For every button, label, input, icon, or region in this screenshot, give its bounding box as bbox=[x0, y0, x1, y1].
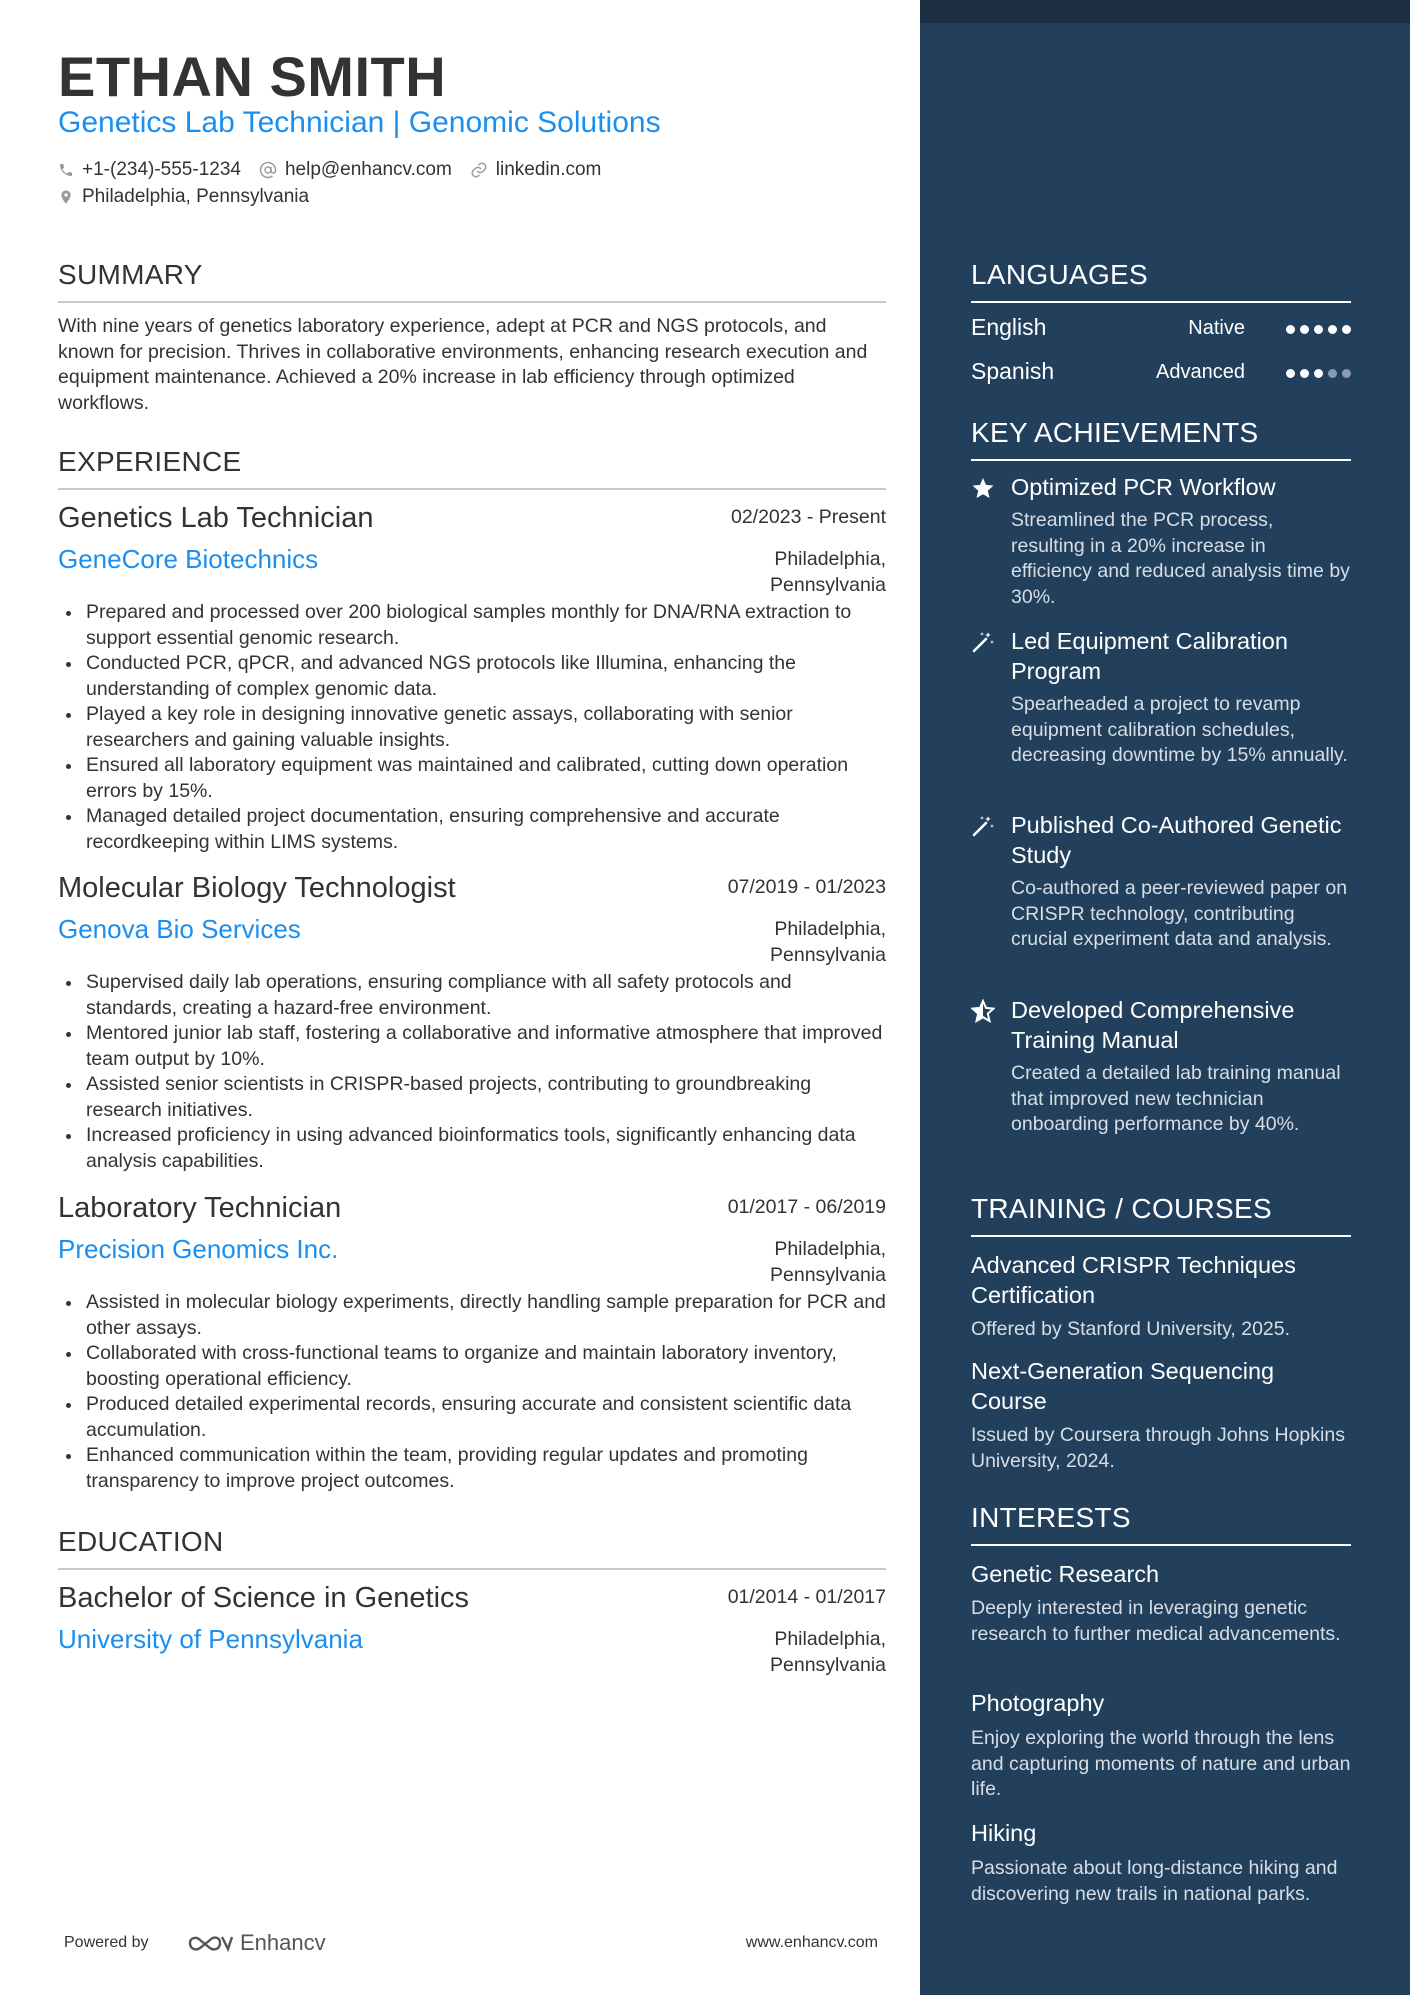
achievement-desc: Streamlined the PCR process, resulting in a 20% increase in efficiency and reduced analysis time by 30%. bbox=[1011, 509, 1350, 608]
interest-desc: Enjoy exploring the world through the lens and capturing moments of nature and urban life. bbox=[971, 1727, 1351, 1800]
phone-icon bbox=[58, 162, 74, 178]
languages-heading: LANGUAGES bbox=[971, 259, 1351, 303]
degree-title: Bachelor of Science in Genetics bbox=[58, 1582, 470, 1614]
job-company[interactable]: Precision Genomics Inc. bbox=[58, 1234, 339, 1264]
job-bullet: Managed detailed project documentation, ensuring comprehensive and accurate recordkeeping within LIMS systems. bbox=[58, 804, 886, 855]
footer-url[interactable]: www.enhancv.com bbox=[745, 1934, 878, 1951]
language-rating bbox=[1281, 325, 1351, 334]
contact-email[interactable] bbox=[259, 159, 452, 181]
sidebar-top-bar bbox=[920, 0, 1410, 23]
achievement-desc: Co-authored a peer-reviewed paper on CRISPR technology, contributing crucial experiment data and analysis. bbox=[1011, 877, 1348, 950]
achievement-desc: Created a detailed lab training manual that improved new technician onboarding performance by 40%. bbox=[1011, 1062, 1341, 1135]
job-title: Molecular Biology Technologist bbox=[58, 872, 456, 904]
rating-dot-filled bbox=[1286, 325, 1295, 334]
school-name[interactable]: University of Pennsylvania bbox=[58, 1624, 363, 1654]
job-company[interactable]: GeneCore Biotechnics bbox=[58, 544, 319, 574]
job-bullet: Collaborated with cross-functional teams to organize and maintain laboratory inventory, boosting operational efficiency. bbox=[58, 1341, 886, 1392]
job-bullet: Increased proficiency in using advanced bioinformatics tools, significantly enhancing data analysis capabilities. bbox=[58, 1123, 886, 1174]
half-star-icon bbox=[971, 999, 995, 1023]
phone-text: +1-(234)-555-1234 bbox=[82, 159, 241, 180]
job-bullet: Enhanced communication within the team, providing regular updates and promoting transparency to improve project outcomes. bbox=[58, 1443, 886, 1494]
course-title: Advanced CRISPR Techniques Certification bbox=[971, 1252, 1296, 1308]
education-date: 01/2014 - 01/2017 bbox=[727, 1586, 886, 1608]
language-level: Native bbox=[1188, 317, 1245, 339]
job-date: 07/2019 - 01/2023 bbox=[727, 876, 886, 898]
job-bullet: Mentored junior lab staff, fostering a collaborative and informative atmosphere that improved team output by 10%. bbox=[58, 1021, 886, 1072]
rating-dot-filled bbox=[1328, 325, 1337, 334]
job-bullet: Assisted senior scientists in CRISPR-based projects, contributing to groundbreaking research initiatives. bbox=[58, 1072, 886, 1123]
achievements-heading: KEY ACHIEVEMENTS bbox=[971, 417, 1351, 461]
location-row bbox=[58, 186, 327, 208]
contact-location bbox=[58, 186, 309, 208]
achievement-title: Published Co-Authored Genetic Study bbox=[1011, 812, 1342, 868]
interests-heading: INTERESTS bbox=[971, 1502, 1351, 1546]
course-title: Next-Generation Sequencing Course bbox=[971, 1358, 1275, 1414]
language-level: Advanced bbox=[1156, 361, 1245, 383]
summary-text: With nine years of genetics laboratory experience, adept at PCR and NGS protocols, and known for precision. Thrives in collaborative environments, enhancing research execution and equipment maintenance. Achieved a 20% increase in lab efficiency through optimized workflows. bbox=[58, 315, 868, 414]
job-bullet: Prepared and processed over 200 biological samples monthly for DNA/RNA extraction to support essential genomic research. bbox=[58, 600, 886, 651]
candidate-name: ETHAN SMITH bbox=[58, 45, 447, 108]
job-date: 01/2017 - 06/2019 bbox=[727, 1196, 886, 1218]
job-bullet: Conducted PCR, qPCR, and advanced NGS protocols like Illumina, enhancing the understanding of complex genomic data. bbox=[58, 651, 886, 702]
candidate-headline: Genetics Lab Technician | Genomic Solutions bbox=[58, 106, 661, 139]
map-pin-icon bbox=[58, 188, 74, 206]
language-row bbox=[971, 358, 1351, 390]
job-bullet: Assisted in molecular biology experiments, directly handling sample preparation for PCR and other assays. bbox=[58, 1290, 886, 1341]
job-bullet: Played a key role in designing innovative genetic assays, collaborating with senior researchers and gaining valuable insights. bbox=[58, 702, 886, 753]
language-name: English bbox=[971, 314, 1047, 340]
rating-dot-filled bbox=[1300, 369, 1309, 378]
rating-dot-filled bbox=[1286, 369, 1295, 378]
rating-dot-filled bbox=[1300, 325, 1309, 334]
language-name: Spanish bbox=[971, 358, 1055, 384]
job-bullets bbox=[58, 1290, 886, 1494]
powered-by-label: Powered by bbox=[64, 1934, 149, 1951]
interest-title: Genetic Research bbox=[971, 1561, 1160, 1587]
course-desc: Issued by Coursera through Johns Hopkins University, 2024. bbox=[971, 1424, 1345, 1472]
location-text: Philadelphia, Pennsylvania bbox=[82, 186, 310, 207]
magic-wand-icon bbox=[971, 814, 995, 838]
achievement-title: Developed Comprehensive Training Manual bbox=[1011, 997, 1295, 1053]
course-desc: Offered by Stanford University, 2025. bbox=[971, 1318, 1291, 1340]
job-location: Philadelphia, Pennsylvania bbox=[770, 548, 886, 596]
job-bullet: Produced detailed experimental records, ensuring accurate and consistent scientific data accumulation. bbox=[58, 1392, 886, 1443]
rating-dot-empty bbox=[1328, 369, 1337, 378]
interest-title: Hiking bbox=[971, 1820, 1037, 1846]
job-location: Philadelphia, Pennsylvania bbox=[770, 1238, 886, 1286]
job-bullet: Ensured all laboratory equipment was maintained and calibrated, cutting down operation errors by 15%. bbox=[58, 753, 886, 804]
job-title: Genetics Lab Technician bbox=[58, 502, 374, 534]
achievement-title: Optimized PCR Workflow bbox=[1011, 474, 1276, 500]
achievement-desc: Spearheaded a project to revamp equipment calibration schedules, decreasing downtime by 15% annually. bbox=[1011, 693, 1348, 766]
enhancv-brand-text: Enhancv bbox=[240, 1930, 326, 1955]
achievement-title: Led Equipment Calibration Program bbox=[1011, 628, 1288, 684]
contact-linkedin[interactable] bbox=[470, 159, 602, 181]
linkedin-text: linkedin.com bbox=[495, 159, 602, 180]
job-date: 02/2023 - Present bbox=[730, 506, 886, 528]
language-row bbox=[971, 314, 1351, 346]
education-heading: EDUCATION bbox=[58, 1526, 886, 1570]
link-icon bbox=[470, 161, 488, 179]
job-bullet: Supervised daily lab operations, ensuring compliance with all safety protocols and standards, creating a hazard-free environment. bbox=[58, 970, 886, 1021]
contact-phone[interactable] bbox=[58, 159, 241, 181]
enhancv-logo[interactable] bbox=[186, 1930, 326, 1956]
language-rating bbox=[1281, 369, 1351, 378]
job-location: Philadelphia, Pennsylvania bbox=[770, 918, 886, 966]
job-company[interactable]: Genova Bio Services bbox=[58, 914, 301, 944]
star-icon bbox=[971, 476, 995, 500]
interest-title: Photography bbox=[971, 1690, 1105, 1716]
job-bullets bbox=[58, 970, 886, 1174]
magic-wand-icon bbox=[971, 630, 995, 654]
rating-dot-filled bbox=[1314, 369, 1323, 378]
rating-dot-filled bbox=[1342, 325, 1351, 334]
job-bullets bbox=[58, 600, 886, 855]
training-heading: TRAINING / COURSES bbox=[971, 1193, 1351, 1237]
contact-row bbox=[58, 159, 619, 181]
footer bbox=[64, 1930, 878, 1956]
interest-desc: Passionate about long-distance hiking and discovering new trails in national parks. bbox=[971, 1857, 1338, 1905]
summary-heading: SUMMARY bbox=[58, 259, 886, 303]
email-text: help@enhancv.com bbox=[284, 159, 452, 180]
experience-heading: EXPERIENCE bbox=[58, 446, 886, 490]
education-location: Philadelphia, Pennsylvania bbox=[770, 1628, 886, 1676]
at-icon bbox=[259, 161, 277, 179]
infinity-icon bbox=[186, 1932, 234, 1954]
interest-desc: Deeply interested in leveraging genetic research to further medical advancements. bbox=[971, 1597, 1341, 1645]
rating-dot-empty bbox=[1342, 369, 1351, 378]
job-title: Laboratory Technician bbox=[58, 1192, 342, 1224]
rating-dot-filled bbox=[1314, 325, 1323, 334]
